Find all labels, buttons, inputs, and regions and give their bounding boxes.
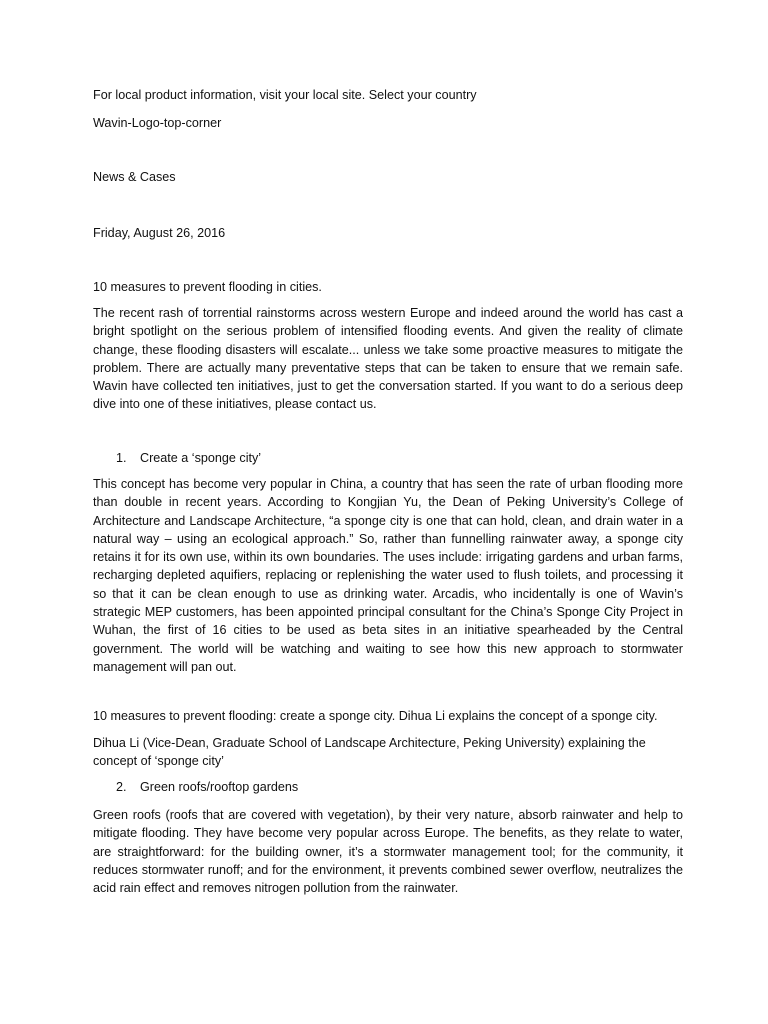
video-caption: 10 measures to prevent flooding: create a sponge city. Dihua Li explains the concept of a sponge city.: [93, 709, 658, 723]
logo-alt-text: Wavin-Logo-top-corner: [93, 116, 222, 130]
list-heading-text: Create a ‘sponge city’: [140, 451, 262, 465]
image-caption: Dihua Li (Vice-Dean, Graduate School of Landscape Architecture, Peking University) explaining the concept of ‘sponge city’: [93, 736, 646, 769]
country-select-link[interactable]: For local product information, visit your local site. Select your country: [93, 88, 477, 102]
list-number: 1.: [116, 451, 127, 465]
list-item-2-heading: [116, 778, 676, 796]
item-1-body: This concept has become very popular in China, a country that has seen the rate of urban flooding more than double in recent years. According to Kongjian Yu, the Dean of Peking University’s College of Architecture and Landscape Architecture, “a sponge city is one that can hold, clean, and drain water in a natural way – using an ecological approach.” So, rather than funnelling rainwater away, a sponge city retains it for its own use, within its own boundaries. The uses include: irrigating gardens and urban farms, recharging depleted aquifiers, replacing or replenishing the water used to flush toilets, and processing it so that it can be clean enough to use as drinking water. Arcadis, who incidentally is one of Wavin’s strategic MEP customers, has been appointed principal consultant for the China’s Sponge City Project in Wuhan, the first of 16 cities to be used as beta sites in an initiative spearheaded by the Central government. The world will be watching and waiting to see how this new approach to stormwater management will pan out.: [93, 477, 683, 674]
list-heading-text: Green roofs/rooftop gardens: [140, 780, 299, 794]
list-number: 2.: [116, 780, 127, 794]
item-2-body: Green roofs (roofs that are covered with vegetation), by their very nature, absorb rainwater and help to mitigate flooding. They have become very popular across Europe. The benefits, as they relate to water, are straightforward: for the building owner, it’s a stormwater management tool; for the community, it reduces stormwater runoff; and for the environment, it prevents combined sewer overflow, neutralizes the acid rain effect and removes nitrogen pollution from the rainwater.: [93, 808, 683, 896]
section-title: News & Cases: [93, 170, 176, 184]
list-item-1-heading: [116, 449, 676, 467]
article-date: Friday, August 26, 2016: [93, 226, 226, 240]
article-intro: The recent rash of torrential rainstorms across western Europe and indeed around the world has cast a bright spotlight on the serious problem of intensified flooding events. And given the reality of climate change, these flooding disasters will escalate... unless we take some proactive measures to mitigate the problem. There are actually many preventative steps that can be taken to ensure that we remain safe. Wavin have collected ten initiatives, just to get the conversation started. If you want to do a serious deep dive into one of these initiatives, please contact us.: [93, 306, 683, 412]
article-title: 10 measures to prevent flooding in cities.: [93, 280, 322, 294]
